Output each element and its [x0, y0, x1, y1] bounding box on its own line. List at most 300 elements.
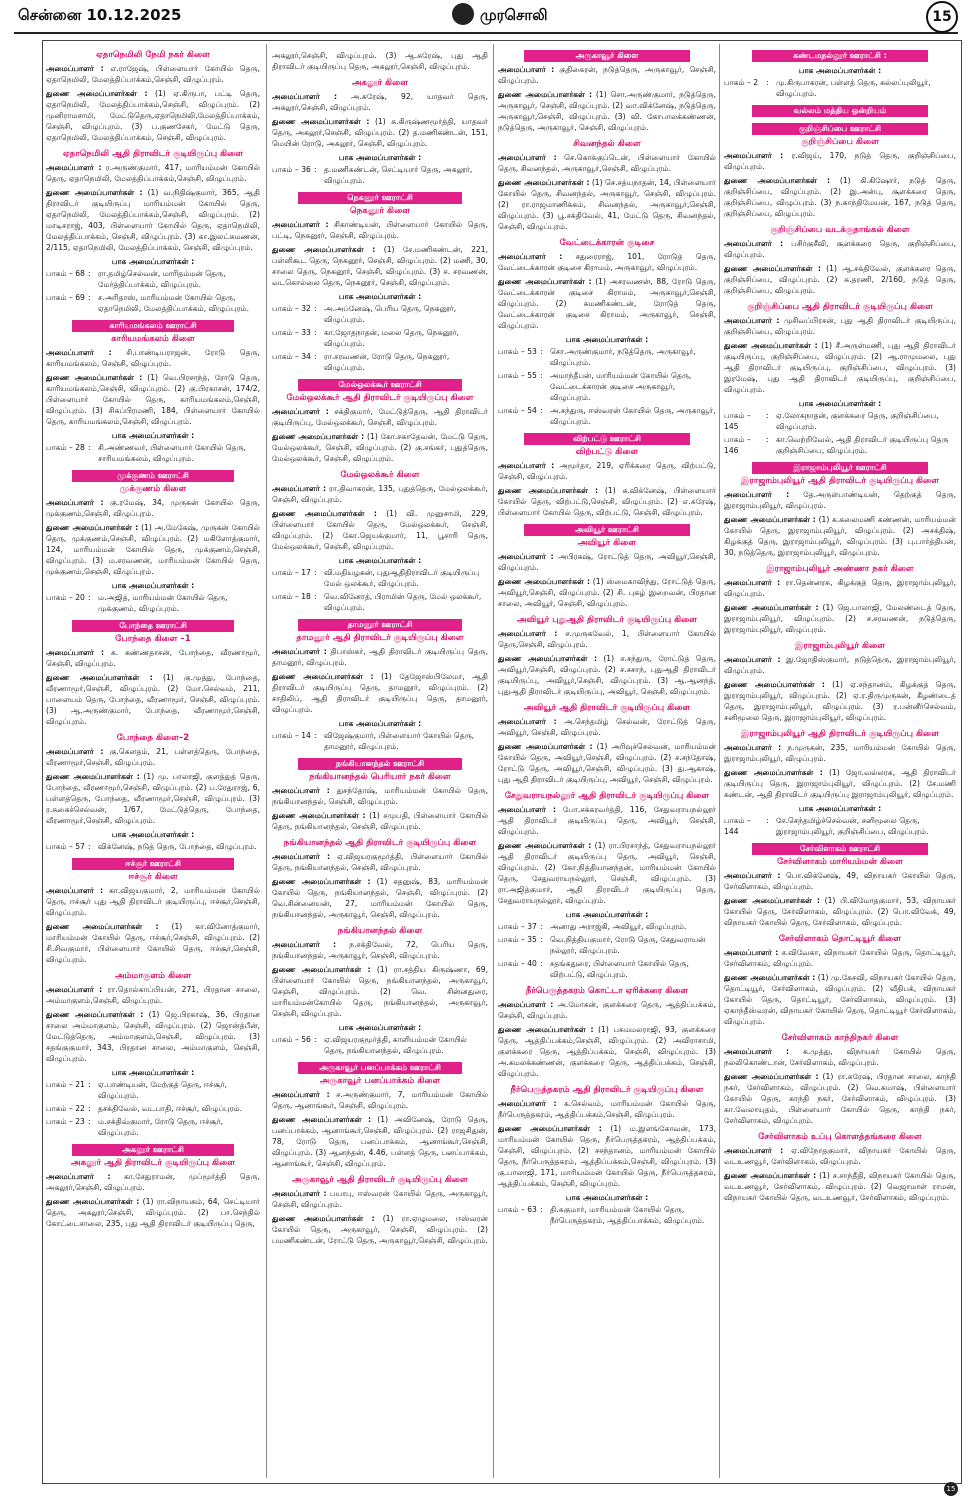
deputy-organizers-entry: [498, 840, 716, 906]
deputy-text: (1) ரா.சுரேஷ், பிரதான சாலை, காந்தி நகர், சேர்விளாகம், விழுப்புரம். (2) வெ.சுமாஷ், பிள்ளையார் கோயில் தெரு, காந்தி நகர், சேர்விளாகம், விழுப்புரம். (3) கா.வேலாயுதம், பிள்ளையார் கோயில் தெரு, காந்தி நகர், சேர்விளாகம், விழுப்புரம்.: [724, 1072, 956, 1125]
organizer-label: அமைப்பாளர் :: [498, 805, 556, 814]
panchayat-banner: ஈச்சூர் ஊராட்சி: [72, 858, 235, 870]
booth-separator: :: [88, 593, 91, 602]
booth-separator: :: [88, 1104, 91, 1113]
booth-organizer: வி.மதியழகன், புதுஆதிதிராவிடர் குடியிருப்பு மேல் ஒலக்கூர், விழுப்புரம்.: [324, 568, 480, 588]
branch-heading: சேர்விளாகம் தொட்டியூர் கிளை: [778, 934, 902, 944]
masthead: [14, 0, 958, 34]
branch-heading: அவியூர் கிளை: [577, 538, 637, 548]
deputy-organizers-entry: [724, 175, 956, 219]
booth-organizer: வெ.வினோத், பிராமின் தெரு, மேல் ஒலக்கூர், விழுப்புரம்.: [324, 592, 482, 612]
booth-organizer: விக்னேஷ், நடுத் தெரு, போந்தை, விழுப்புரம்.: [98, 842, 257, 851]
organizer-entry: [498, 551, 716, 573]
booth-separator: :: [88, 1117, 91, 1126]
panchayat-banner: விற்பட்டு ஊராட்சி: [524, 433, 690, 445]
booth-row: [272, 303, 488, 325]
booth-separator: :: [314, 1035, 317, 1044]
branch-heading: இராஜாம்புலியூர் ஆதி திராவிடர் குடியிருப்பு கிளை: [741, 729, 939, 739]
booth-number: பாகம் – 33: [272, 328, 311, 337]
organizer-label: அமைப்பாளர் :: [272, 1189, 327, 1198]
deputy-text: (1) ஜோ.வல்லரசு, ஆதி திராவிடர் குடியிருப்பு தெரு, இராஜாம்புலியூர், விழுப்புரம். (2) சே.மணி கண்டன், ஆதி திராவிடர் குடியிருப்பு இராஜாம்புலியூர், விழுப்புரம்.: [724, 768, 956, 799]
deputy-text: (1) ஸ்மைகாவிந்து, ரோட்டுத் தெரு, அவியூர்,செஞ்சி, விழுப்புரம். (2) சி. புகழ் இறைவன், பிரதான சாலை, அவியூர், செஞ்சி, விழுப்புரம்.: [498, 577, 716, 608]
branch-section: [498, 1085, 716, 1226]
booth-row: [498, 934, 716, 956]
booth-organizer: ம.சக்திவ்குமார், ரோடு தெரு, ஈச்சூர், விழுப்புரம்.: [98, 1117, 224, 1137]
deputy-organizers-entry: [272, 810, 488, 832]
organizer-entry: [46, 162, 260, 184]
booth-organizers-heading: பாக அமைப்பாளர்கள் :: [338, 292, 422, 301]
organizer-text: ச.அருண்குமார், 7, மாரியம்மன் கோயில் தெரு, ஆனாங்கூர், செஞ்சி, விழுப்புரம்.: [272, 1090, 488, 1110]
booth-organizers-heading: பாக அமைப்பாளர்கள் :: [565, 1193, 649, 1202]
organizer-label: அமைப்பாளர் :: [498, 717, 557, 726]
booth-organizer: அமாந்தீபன், மாரியம்மன் கோயில் தெரு, வேட்டைக்காரன் குடிசை அருகாவூர், விழுப்புரம்.: [550, 371, 692, 402]
branch-heading: மேல்ஒலக்கூர் கிளை: [340, 470, 420, 480]
branch-section: [498, 433, 716, 518]
branch-heading: சேர்விளாகம் காந்திநகர் கிளை: [781, 1033, 899, 1043]
organizer-text: பயாபு, ஈஸ்வரன் கோயில் தெரு, அருகாவூர், செஞ்சி, விழுப்புரம்.: [272, 1189, 488, 1209]
booth-row: [46, 268, 260, 290]
deputy-organizers-entry: [498, 1123, 716, 1189]
deputy-organizers-entry: [724, 602, 956, 635]
deputy-label: துணை அமைப்பாளர்கள் :: [498, 841, 592, 850]
branch-heading: அகலூர் ஆதி திராவிடர் குடியிருப்பு கிளை: [71, 1158, 235, 1168]
booth-separator: :: [540, 406, 543, 415]
deputy-text: (1) பி.விமோதகுமார், 53, விநாயகர் கோயில் தெரு, சேர்விளாகம், விழுப்புரம். (2) பொ.விவேக், 49, விநாயகர் கோயில் தெரு, சேர்விளாகம், விழுப்புரம்.: [724, 896, 956, 927]
panchayat-banner: கண்டமநல்லூர் ஊராட்சி :: [752, 50, 928, 62]
booth-row: [46, 292, 260, 314]
organizer-entry: [724, 150, 956, 172]
branch-heading: குறிஞ்சிப்பை கிளை: [801, 137, 879, 147]
deputy-label: துணை அமைப்பாளர்கள் :: [272, 811, 366, 820]
deputy-text: (1) ஏ.கிருபா, பட்டி தெரு, ஏதாநெமிலி, மேலத்திப்பாக்கம்,செஞ்சி, விழுப்புரம். (2) முனிராமசாமி, மேட்டுதெரு,ஏதாநெமிலி,மேலத்திப்பாக்கம், செஞ்சி, விழுப்புரம். (3) ப.குணசேகர், மேட்டு தெரு, ஏதாநெமிலி, மேலத்திப்பாக்கம், செஞ்சி, விழுப்புரம்.: [46, 89, 260, 142]
organizer-entry: [46, 746, 260, 768]
deputy-text: (1) சமுபதி, பிள்ளையார் கோயில் தெரு, நங்கியானந்தல், செஞ்சி, விழுப்புரம்.: [272, 811, 488, 831]
organizer-text: ந.சக்திவேல், 72, பெரிய தெரு, நங்கியானந்தல், அருகாவூர், செஞ்சி, விழுப்புரம்.: [272, 940, 488, 960]
organizer-text: எ.ராஜேஷ், பிள்ளையார் கோயில் தெரு, ஏதாநெமிலி, மேலத்திப்பாக்கம்,செஞ்சி, விழுப்புரம்.: [46, 64, 260, 84]
deputy-label: துணை அமைப்பாளர்கள் :: [46, 772, 140, 781]
deputy-text: (1) ஜெ.பிரகாஷ், 36, பிரதான சாலை அம்மாகுளம், செஞ்சி, விழுப்புரம். (2) ஜொன்த்பீன், மேட்டுத்தெரு, அம்மாகுளம்,செஞ்சி, விழுப்புரம். (3) சதங்குகுமார், 343, பிரதான சாலை, அம்மாகுளம், செஞ்சி, விழுப்புரம்.: [46, 1010, 260, 1063]
panchayat-banner: அகலூர் ஊராட்சி: [72, 1144, 235, 1156]
booth-row: [46, 1103, 260, 1114]
booth-organizers-heading: பாக அமைப்பாளர்கள் :: [111, 431, 195, 440]
organizer-entry: [272, 1188, 488, 1210]
branch-section: [272, 838, 488, 920]
branch-section: [724, 934, 956, 1027]
deputy-organizers-entry: [46, 921, 260, 965]
deputy-text: (1) பசுமமலராஜி, 93, குளக்கரை தெரு, ஆத்திப்பக்கம்,செஞ்சி, விழுப்புரம். (2) அவிராசாமி, குளக்கரை தெரு, ஆத்திப்பக்கம், செஞ்சி, விழுப்புரம். (3) அ.சுமலக்கண்ணன், குளக்கரை தெரு, ஆத்திப்பக்கம், செஞ்சி, விழுப்புரம்.: [498, 1025, 716, 1078]
branch-heading: சேர்விளாகம் மாரியம்மன் கிளை: [777, 857, 903, 867]
organizer-text: இ.ஜோதிஸ்குமார், நடுத்தெரு, இராஜாம்புலியூர், விழுப்புரம்.: [724, 655, 956, 675]
deputy-organizers-entry: [724, 679, 956, 723]
organizer-entry: [724, 947, 956, 969]
branch-heading: குறிஞ்சிப்பை ஆதி திராவிடர் குடியிருப்பு கிளை: [747, 302, 933, 312]
panchayat-banner: வல்லம் மத்திய ஒன்றியம்: [752, 105, 928, 117]
deputy-label: துணை அமைப்பாளர்கள் :: [724, 1171, 817, 1180]
column-4: [724, 44, 956, 1480]
deputy-organizers-entry: [46, 522, 260, 577]
newspaper-name: முரசொலி: [480, 6, 548, 24]
branch-section: [272, 758, 488, 832]
booth-number: பாகம் – 28: [46, 443, 85, 452]
deputy-text: (1) க.கிருஷ்ணமூர்த்தி, யாதவர் தெரு, அகலூர்,செஞ்சி, விழுப்புரம். (2) த.மணிகண்டன், 151, மெயின் ரோடு, அகலூர், செஞ்சி, விழுப்புரம்.: [272, 117, 488, 148]
organizer-text: பொ.விக்னேஷ், 49, விநாயகர் கோயில் தெரு, சேர்விளாகம், விழுப்புரம்.: [724, 871, 956, 891]
deputy-text: (1) ரா.விநாயகம், 64, செட்டியார் தெரு, அகலூர்,செஞ்சி, விழுப்புரம். (2) பா.செந்தில் கோட்டைசாலை, 235, புது ஆதி திராவிடர் குடியிருப்பு தெரு,: [46, 1197, 260, 1228]
organizer-text: ச.முருகவேல், 1, பிள்ளையார் கோயில் தெரு,செஞ்சி, விழுப்புரம்.: [498, 629, 716, 649]
booth-separator: :: [766, 816, 769, 825]
deputy-organizers-entry: [272, 1213, 488, 1246]
deputy-organizers-entry: [498, 276, 716, 331]
booth-organizer: அ.அப்னேஷ், பெரிய தெரு, நெகனூர், விழுப்புரம்.: [324, 304, 457, 324]
organizer-text: க. கண்ணதாசன், போந்தை, வீரணாமூர், செஞ்சி, விழுப்புரம்.: [46, 648, 260, 668]
booth-separator: :: [88, 842, 91, 851]
newspaper-logo-icon: [452, 3, 474, 25]
organizer-label: அமைப்பாளர் :: [272, 92, 338, 101]
booth-separator: :: [88, 293, 91, 302]
deputy-organizers-entry: [46, 771, 260, 826]
organizer-entry: [498, 999, 716, 1021]
organizer-label: அமைப்பாளர் :: [724, 239, 784, 248]
branch-section: [272, 926, 488, 1056]
booth-row: [272, 327, 488, 349]
booth-row: [498, 346, 716, 368]
branch-heading: நங்கியானந்தல் பெரியார் நகர் கிளை: [309, 772, 451, 782]
booth-number: பாகம் – 56: [272, 1035, 311, 1044]
organizer-label: அமைப்பாளர் :: [724, 1146, 784, 1155]
booth-organizers-heading: பாக அமைப்பாளர்கள் :: [798, 399, 882, 408]
deputy-text: (1) ஏ.சந்தானம், கிழக்குத் தெரு, இராஜாம்புலியூர், விழுப்புரம். (2) ஏ.ர.திருமுருகன், கீழண்டைத் தெரு, இராஜாம்புலியூர், விழுப்புரம். (3) ர.பன்னீர்செல்வம், சனிமூலை தெரு, இராஜாம்புலியூர், விழுப்புரம்.: [724, 680, 956, 722]
branch-heading: தாமனூர் ஆதி திராவிடர் குடியிருப்பு கிளை: [296, 633, 464, 643]
branch-heading: நீர்பெருத்தகரம் கொட்டா ஏரிக்கரை கிளை: [525, 986, 689, 996]
organizer-entry: [46, 647, 260, 669]
branch-section: [724, 729, 956, 837]
booth-separator: :: [766, 411, 769, 420]
continued-text: அகலூர்,செஞ்சி, விழுப்புரம். (3) ஆ.சுரேஷ், புது ஆதி திராவிடர் குடியிருப்பு தெரு, அகலூர்,செஞ்சி, விழுப்புரம்.: [272, 51, 488, 71]
deputy-label: துணை அமைப்பாளர்கள் :: [498, 1025, 594, 1034]
deputy-label: துணை அமைப்பாளர்கள் :: [498, 654, 598, 663]
booth-separator: :: [314, 352, 317, 361]
branch-heading: ஏதாநெமிலி ஆதி திராவிடர் குடியிருப்பு கிளை: [62, 149, 244, 159]
organizer-entry: [724, 1145, 956, 1167]
organizer-text: ர.அருண்குமார், 417, மாரியம்மன் கோயில் தெரு, ஏதாநெமிலி, மேலத்திப்பாக்கம்,செஞ்சி, விழுப்புரம்.: [46, 163, 260, 183]
booth-number: பாகம் – 53: [498, 347, 537, 356]
organizer-label: அமைப்பாளர் :: [272, 1090, 330, 1099]
deputy-label: துணை அமைப்பாளர்கள் :: [46, 1197, 140, 1206]
booth-row: [272, 164, 488, 186]
deputy-label: துணை அமைப்பாளர்கள் :: [272, 965, 371, 974]
deputy-organizers-entry: [498, 1024, 716, 1079]
organizer-label: அமைப்பாளர் :: [46, 64, 104, 73]
deputy-text: (1) வி. முனுசாமி, 229, பிள்ளையார் கோயில் தெரு, மேல்ஒலக்கூர், செஞ்சி, விழுப்புரம். (2) கோ.ஜெயக்குமார், 11, பூசாரி தெரு, மேல்ஒலக்கூர், செஞ்சி, விழுப்புரம்.: [272, 509, 488, 551]
booth-organizers-heading: பாக அமைப்பாளர்கள் :: [111, 830, 195, 839]
organizer-entry: [724, 1046, 956, 1068]
deputy-organizers-entry: [724, 514, 956, 558]
organizer-entry: [498, 251, 716, 273]
organizer-text: சி.பாண்டியராஜன், ரோடு தெரு, காரியமங்கலம், செஞ்சி, விழுப்புரம்.: [46, 348, 260, 368]
booth-separator: :: [540, 1205, 543, 1214]
organizer-entry: [46, 347, 260, 369]
branch-section: [272, 50, 488, 72]
branch-heading: காரியமங்கலம் கிளை: [111, 334, 195, 344]
branch-heading: அகலூர் கிளை: [352, 78, 408, 88]
organizer-label: அமைப்பாளர் :: [498, 1099, 557, 1108]
organizer-label: அமைப்பாளர் :: [272, 940, 337, 949]
booth-organizer: ம.அஜித், மாரியம்மன் கோயில் தெரு, முக்குணம், விழுப்புரம்.: [98, 593, 228, 613]
deputy-organizers-entry: [724, 1170, 956, 1203]
branch-section: [498, 50, 716, 133]
deputy-label: துணை அமைப்பாளர்கள் :: [724, 768, 823, 777]
deputy-label: துணை அமைப்பாளர்கள் :: [272, 117, 370, 126]
panchayat-banner: நங்கியானந்தல் ஊராட்சி: [298, 758, 462, 770]
deputy-organizers-entry: [272, 671, 488, 715]
branch-section: [498, 139, 716, 232]
deputy-label: துணை அமைப்பாளர்கள் :: [498, 178, 590, 187]
deputy-text: (1) மு. பாலாஜி, குளத்துத் தெரு, போந்தை, வீரணாமூர்,செஞ்சி, விழுப்புரம். (2) ப.ரேதுராஜ், 6, பள்ளத்தெரு, போந்தை, வீரணாமூர்,செஞ்சி, விழுப்புரம். (3) ர.சுகைச்செல்வன், 1/67, மேட்டுத்தெரு, போந்தை, வீரணாமூர்,செஞ்சி, விழுப்புரம்.: [46, 772, 260, 825]
organizer-text: கு.ரமேஷ், 34, முருகன் கோயில் தெரு, முக்குணம்,செஞ்சி, விழுப்புரம்.: [46, 498, 260, 518]
organizer-label: அமைப்பாளர் :: [724, 490, 790, 499]
booth-separator: :: [766, 435, 769, 444]
branch-section: [724, 302, 956, 456]
branch-section: [724, 1132, 956, 1203]
organizer-label: அமைப்பாளர் :: [724, 316, 780, 325]
deputy-organizers-entry: [498, 177, 716, 232]
organizer-entry: [272, 1089, 488, 1111]
organizer-entry: [498, 152, 716, 174]
panchayat-banner: குறிஞ்சிப்பை ஊராட்சி: [752, 123, 928, 135]
column-3: [498, 44, 716, 1480]
panchayat-banner: போந்தை ஊராட்சி: [72, 620, 235, 632]
booth-organizer: ரா.சரவணன், ரோடு தெரு, நெகனூர், விழுப்புரம்.: [324, 352, 450, 372]
booth-number: பாகம் – 144: [724, 816, 751, 836]
deputy-organizers-entry: [46, 187, 260, 253]
organizer-text: அ.செந்தமிழ் செல்வன், ரோட்டுத் தெரு, அவியூர், செஞ்சி, விழுப்புரம்.: [498, 717, 716, 737]
branch-section: [272, 470, 488, 613]
branch-heading: சேர்விளாகம் உப்பு கொளத்தங்கரை கிளை: [758, 1132, 922, 1142]
branch-heading: போந்தை கிளை –1: [115, 634, 191, 644]
organizer-entry: [724, 238, 956, 260]
organizer-entry: [724, 870, 956, 892]
organizer-text: ந.முருகன், 235, மாரியம்மன் கோயில் தெரு, இராஜாம்புலியூர், விழுப்புரம்.: [724, 743, 956, 763]
booth-row: [498, 405, 716, 427]
booth-row: [724, 434, 956, 456]
branch-section: [724, 462, 956, 558]
booth-number: பாகம் – 69: [46, 293, 85, 302]
booth-organizer: ஏ.பாண்டியன், மேற்குத் தெரு, ஈச்சூர், விழுப்புரம்.: [98, 1080, 228, 1100]
branch-section: [46, 971, 260, 1138]
organizer-text: போ.சக்கரவர்த்தி, 116, சேதுவராயநல்லூர் ஆதி திராவிடர் குடியிருப்பு தெரு, அவியூர், செஞ்சி, விழுப்புரம்.: [498, 805, 716, 836]
booth-organizer: த.மணிகண்டன், செட்டியார் தெரு, அகலூர், விழுப்புரம்.: [324, 165, 473, 185]
deputy-label: துணை அமைப்பாளர்கள் :: [724, 680, 825, 689]
column-divider: [719, 44, 720, 1478]
organizer-entry: [272, 219, 488, 241]
booth-number: பாகம் – 34: [272, 352, 311, 361]
organizer-label: அமைப்பாளர் :: [498, 252, 563, 261]
booth-separator: :: [540, 371, 543, 380]
deputy-label: துணை அமைப்பாளர்கள் :: [724, 973, 816, 982]
deputy-label: துணை அமைப்பாளர்கள் :: [724, 1072, 819, 1081]
deputy-organizers-entry: [46, 88, 260, 143]
organizer-text: ச.விவேகா, விநாயகர் கோயில் தெரு, தொட்டியூர், சேர்விளாகம், விழுப்புரம்.: [724, 948, 956, 968]
organizer-entry: [724, 654, 956, 676]
booth-organizers-heading: பாக அமைப்பாளர்கள் :: [798, 804, 882, 813]
organizer-label: அமைப்பாளர் :: [724, 1047, 790, 1056]
booth-organizers-heading: பாக அமைப்பாளர்கள் :: [565, 335, 649, 344]
booth-number: பாகம் – 17: [272, 568, 311, 577]
branch-heading: சிவனந்தல் கிளை: [573, 139, 641, 149]
booth-organizer: சொ.அருண்குமார், நடுத்தெரு, அருகாவூர், விழுப்புரம்.: [550, 347, 696, 367]
deputy-organizers-entry: [272, 1114, 488, 1169]
branch-heading: அருகாவூர் பனப்பாக்கம் கிளை: [319, 1076, 441, 1086]
booth-number: பாகம் – 37: [498, 922, 537, 931]
organizer-entry: [272, 851, 488, 873]
organizer-label: அமைப்பாளர் :: [724, 655, 781, 664]
organizer-label: அமைப்பாளர் :: [272, 220, 329, 229]
branch-section: [724, 123, 956, 219]
deputy-text: (1) சே.மணிகண்டன், 221, பள்ளிகூட தெரு, நெகனூர், செஞ்சி, விழுப்புரம். (2) மணி, 30, சாலை தெரு, நெகனூர், செஞ்சி, விழுப்புரம். (3) ச. சரவணன், வடகொல்லை தெரு, நெகனூர், செஞ்சி, விழுப்புரம்.: [272, 245, 488, 287]
booth-organizers-heading: பாக அமைப்பாளர்கள் :: [111, 1068, 195, 1077]
branch-heading: வேட்டைக்காரன் குடிசை: [559, 238, 655, 248]
panchayat-banner: அருகாவூர் கிளை: [524, 50, 690, 62]
booth-number: பாகம் – 35: [498, 935, 537, 944]
branch-heading: நங்கியானந்தல் கிளை: [337, 926, 423, 936]
deputy-label: துணை அமைப்பாளர்கள் :: [498, 90, 593, 99]
panchayat-banner: சேர்விளாகம் ஊராட்சி: [752, 843, 928, 855]
deputy-organizers-entry: [498, 653, 716, 697]
booth-number: பாகம் – 145: [724, 411, 751, 431]
deputy-text: (1) ச.சாந்தீதி, விநாயகர் கோயில் தெரு, வடஉணவூர், சேர்விளாகம், விழுப்புரம். (2) வெஜாமாள் ராமன், விநாயகர் கோயில் தெரு, வடஉணவூர், சேர்விளாகம், விழுப்புரம்.: [724, 1171, 956, 1202]
deputy-label: துணை அமைப்பாளர்கள் :: [272, 509, 377, 518]
booth-row: [498, 958, 716, 980]
branch-section: [46, 620, 260, 727]
booth-organizer: ச.அரிதாஸ், மாரியம்மன் கோயில் தெரு, ஏதாநெமிலி, மேலத்திப்பாக்கம், விழுப்புரம்.: [98, 293, 250, 313]
organizer-entry: [46, 63, 260, 85]
deputy-label: துணை அமைப்பாளர்கள் :: [272, 672, 374, 681]
booth-separator: :: [314, 592, 317, 601]
deputy-label: துணை அமைப்பாளர்கள் :: [46, 523, 139, 532]
page-number: 15: [926, 1, 958, 33]
organizer-text: பசிர்குசீவி, சூளக்கரை தெரு, குறிஞ்சிப்பை, விழுப்புரம்.: [724, 239, 956, 259]
branch-section: [498, 238, 716, 427]
branch-section: [272, 1062, 488, 1169]
organizer-text: கா.விஜயகுமார், 2, மாரியம்மன் கோயில் தெரு, ஈச்சூர் புது ஆதி திராவிடர் குடியிருப்பு, ஈச்சூர்,செஞ்சி, விழுப்புரம்.: [46, 886, 260, 917]
booth-organizer: கா.வெற்றிவேல், ஆதி திராவிடர் குடியிருப்பு தெரு குறிஞ்சிப்பை, விழுப்புரம்.: [776, 435, 949, 455]
branch-heading: விற்பட்டு கிளை: [575, 447, 639, 457]
deputy-label: துணை அமைப்பாளர்கள் :: [498, 486, 599, 495]
branch-section: [724, 225, 956, 296]
organizer-entry: [272, 785, 488, 807]
branch-section: [272, 619, 488, 752]
booth-organizers-heading: பாக அமைப்பாளர்கள் :: [338, 719, 422, 728]
branch-section: [46, 858, 260, 965]
branch-heading: அருகாவூர் ஆதி திராவிடர் குடியிருப்பு கிளை: [292, 1175, 468, 1185]
organizer-label: அமைப்பாளர் :: [46, 985, 103, 994]
organizer-text: அமூர்தா, 219, ஏரிக்கரை தெரு, விற்பட்டு, செஞ்சி, விழுப்புரம்.: [498, 461, 716, 481]
organizer-entry: [498, 628, 716, 650]
branch-section: [46, 50, 260, 143]
booth-number: பாகம் – 40: [498, 959, 537, 968]
branch-heading: மேல்ஒலக்கூர் ஆதி திராவிடர் குடியிருப்பு கிளை: [286, 393, 474, 403]
booth-row: [46, 442, 260, 464]
deputy-organizers-entry: [724, 340, 956, 395]
organizer-entry: [724, 315, 956, 337]
column-divider: [266, 44, 267, 1478]
booth-number: பாகம் – 18: [272, 592, 311, 601]
panchayat-banner: அவியூர் ஊராட்சி: [524, 524, 690, 536]
booth-row: [46, 841, 260, 852]
organizer-text: கா.சேதுராமன், முப்மூர்த்தி தெரு, அகலூர்,செஞ்சி, விழுப்புரம்.: [46, 1172, 260, 1192]
organizer-label: அமைப்பாளர் :: [46, 163, 102, 172]
deputy-organizers-entry: [498, 741, 716, 785]
organizer-entry: [46, 497, 260, 519]
deputy-text: (1) தேஜோஸ்பிலேமா, ஆதி திராவிடர் குடியிருப்பு தெரு, தாமனூர், விழுப்புரம். (2) சாதிலிப், ஆதி திராவிடர் குடியிருப்பு தெரு, தாமனூர், விழுப்புரம்.: [272, 672, 488, 714]
organizer-entry: [724, 489, 956, 511]
deputy-label: துணை அமைப்பாளர்கள் :: [724, 603, 819, 612]
organizer-entry: [272, 939, 488, 961]
booth-organizers-heading: பாக அமைப்பாளர்கள் :: [111, 257, 195, 266]
organizer-label: அமைப்பாளர் :: [272, 647, 327, 656]
column-divider: [493, 44, 494, 1478]
booth-separator: :: [314, 304, 317, 313]
booth-number: பாகம் – 23: [46, 1117, 85, 1126]
booth-separator: :: [314, 568, 317, 577]
panchayat-banner: இராஜாம்புலியூர் ஊராட்சி: [752, 462, 928, 474]
organizer-label: அமைப்பாளர் :: [498, 552, 554, 561]
deputy-label: துணை அமைப்பாளர்கள் :: [272, 1214, 375, 1223]
organizer-text: ஏ.விநோதகுமார், விநாயகர் கோயில் தெரு, வடஉணவூர், சேர்விளாகம், விழுப்புரம்.: [724, 1146, 956, 1166]
branch-section: [46, 320, 260, 464]
deputy-text: (1) ச.சந்துரு, ரோட்டுத் தெரு, அவியூர்,செஞ்சி, விழுப்புரம். (2) ச.சசாந், புதுஆதி திராவிடர் குடியிருப்பு, அவியூர்,செஞ்சி, விழுப்புரம். (3) ஆ.ஆனந்த், புதுஆதி திராவிடர் குடியிருப்பு, அவியூர், செஞ்சி, விழுப்புரம்.: [498, 654, 716, 696]
deputy-label: துணை அமைப்பாளர்கள் :: [272, 432, 365, 441]
deputy-label: துணை அமைப்பாளர்கள் :: [724, 515, 816, 524]
booth-number: பாகம் – 146: [724, 435, 751, 455]
branch-heading: ஏதாநெமிலி நேமி நகர் கிளை: [96, 50, 210, 60]
deputy-organizers-entry: [498, 89, 716, 133]
branch-heading: ஈச்சூர் கிளை: [128, 872, 178, 882]
deputy-label: துணை அமைப்பாளர்கள் :: [498, 742, 593, 751]
deputy-text: (1) வ.நிதிஷ்குமார், 365, ஆதி திராவிடர் குடியிருப்பு மாரியம்மன் கோயில் தெரு, ஏதாநெமிலி, மேலத்திப்பாக்கம்,செஞ்சி, விழுப்புரம். (2) மாடிசராஜ், 403, பிள்ளையார் கோயில் தெரு, ஏதாநெமிலி, மேலத்திப்பாக்கம், செஞ்சி, விழுப்புரம். (3) கா.இலட்சுமணன், 2/115, ஏதாநெமிலி, மேலத்திப்பாக்கம், செஞ்சி, விழுப்புரம்.: [46, 188, 260, 252]
organizer-text: அபிரகஷ், ரோட்டுத் தெரு, அவியூர்,செஞ்சி, விழுப்புரம்.: [498, 552, 716, 572]
deputy-label: துணை அமைப்பாளர்கள் :: [724, 176, 831, 185]
booth-organizers-heading: பாக அமைப்பாளர்கள் :: [565, 910, 649, 919]
organizer-label: அமைப்பாளர் :: [724, 743, 782, 752]
deputy-organizers-entry: [498, 576, 716, 609]
deputy-label: துணை அமைப்பாளர்கள் :: [498, 1124, 602, 1133]
booth-row: [272, 1034, 488, 1056]
branch-section: [46, 149, 260, 314]
organizer-label: அமைப்பாளர் :: [498, 461, 555, 470]
booth-row: [46, 1079, 260, 1101]
branch-section: [498, 615, 716, 697]
deputy-label: துணை அமைப்பாளர்கள் :: [272, 1115, 372, 1124]
panchayat-banner: அருகாவூர் பனப்பாக்கம் ஊராட்சி: [298, 1062, 462, 1074]
organizer-text: குதிகைரன், நடுத்தெரு, அருகாவூர், செஞ்சி, விழுப்புரம்.: [498, 65, 716, 85]
booth-row: [272, 591, 488, 613]
deputy-organizers-entry: [46, 372, 260, 427]
organizer-label: அமைப்பாளர் :: [46, 348, 112, 357]
deputy-text: (1) அ.மேகேஷ், முருகன் கோயில் தெரு, முக்குணம்,செஞ்சி, விழுப்புரம். (2) மகிளோத்குமார், 124, மாரியம்மன் கோயில் தெரு, முக்குணம்,செஞ்சி, விழுப்புரம். (3) ம.சரவணன், மாரியம்மன் கோயில் தெரு, முக்குணம்,செஞ்சி, விழுப்புரம்.: [46, 523, 260, 576]
booth-separator: :: [766, 78, 769, 87]
footer-page-number: 15: [944, 1482, 958, 1496]
deputy-label: துணை அமைப்பாளர்கள் :: [46, 673, 153, 682]
booth-number: பாகம் – 21: [46, 1080, 85, 1089]
deputy-text: (1) வெ.பிரசாந்த், ரோடு தெரு, காரியமங்கலம்,செஞ்சி, விழுப்புரம். (2) கு.பிரகாசன், 174/2, பிள்ளையார் கோயில் தெரு, காரியமங்கலம்,செஞ்சி, விழுப்புரம். (3) சிகப்பிரமணி, 184, பிள்ளையார் கோயில் தெரு, காரியமங்கலம்,செஞ்சி, விழுப்புரம்.: [46, 373, 260, 426]
branch-section: [46, 733, 260, 852]
booth-number: பாகம் – 55: [498, 371, 537, 380]
branch-section: [272, 78, 488, 186]
branch-heading: நங்கியானந்தல் ஆதி திராவிடர் குடியிருப்பு கிளை: [283, 838, 477, 848]
branch-heading: இராஜாம்புலியூர் கிளை: [795, 641, 885, 651]
booth-separator: :: [540, 347, 543, 356]
branch-heading: அவியூர் ஆதி திராவிடர் குடியிருப்பு கிளை: [523, 703, 691, 713]
